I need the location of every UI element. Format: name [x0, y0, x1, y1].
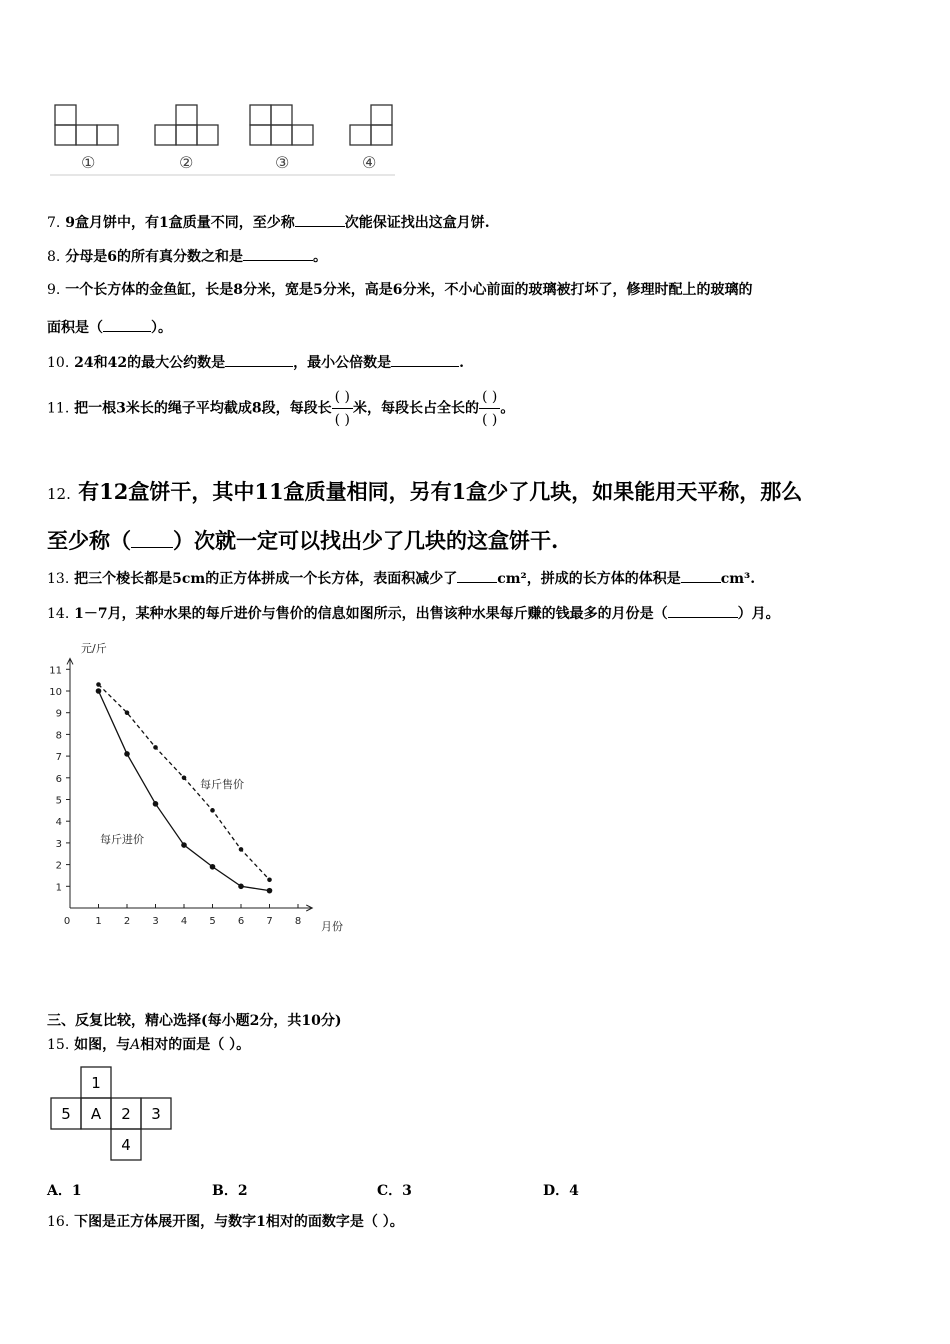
question-text: 有12盒饼干，其中11盒质量相同，另有1盒少了几块，如果能用天平称，那么 — [78, 479, 803, 504]
net-cell-3: 3 — [151, 1105, 161, 1123]
question-text: ）月。 — [737, 606, 780, 622]
y-tick-label: 3 — [55, 838, 62, 850]
section-title: 三、反复比较，精心选择(每小题2分，共10分) — [47, 1013, 342, 1029]
question-14 — [47, 603, 780, 623]
question-number: 14. — [47, 606, 70, 622]
question-text: 。 — [312, 249, 327, 265]
question-text: 米，每段长占全长的 — [353, 400, 479, 417]
question-number: 15. — [47, 1037, 70, 1053]
question-16 — [47, 1213, 404, 1231]
answer-blank[interactable] — [103, 317, 151, 332]
answer-blank[interactable] — [668, 603, 738, 618]
answer-blank[interactable] — [225, 352, 293, 367]
question-7 — [47, 212, 490, 232]
question-number: 7. — [47, 215, 61, 231]
figure-label-3: ③ — [275, 153, 290, 172]
unit: cm³ — [720, 571, 751, 587]
answer-blank[interactable] — [681, 568, 721, 583]
fraction-blank[interactable] — [332, 386, 353, 431]
choice-c[interactable]: C．3 — [377, 1183, 412, 1199]
cube-net-figure — [45, 1065, 180, 1163]
question-10 — [47, 352, 464, 372]
net-cell-2: 2 — [121, 1105, 131, 1123]
question-13 — [47, 568, 755, 588]
question-8 — [47, 246, 327, 266]
question-text: 至少称（ — [47, 528, 131, 553]
question-number: 16. — [47, 1214, 70, 1230]
chart-ticks — [49, 665, 301, 927]
question-text: 分母是6的所有真分数之和是 — [65, 249, 243, 265]
question-number: 13. — [47, 571, 70, 587]
question-9-line-2 — [47, 317, 172, 337]
top-figures — [45, 100, 400, 180]
x-tick-label: 0 — [63, 916, 71, 927]
question-text: 下图是正方体展开图，与数字1相对的面数字是（ ）。 — [74, 1214, 404, 1230]
question-number: 11. — [47, 400, 70, 417]
answer-blank[interactable] — [295, 212, 345, 227]
question-9 — [47, 281, 752, 299]
sell-price-point — [125, 710, 130, 715]
figure-label-4: ④ — [362, 153, 377, 172]
legend-cost-price: 每斤进价 — [100, 833, 144, 846]
cost-price-point — [210, 864, 216, 870]
sell-price-point — [267, 877, 272, 882]
legend-sell-price: 每斤售价 — [200, 778, 244, 791]
question-number: 8. — [47, 249, 61, 265]
question-number: 9. — [47, 282, 61, 298]
question-text: 把三个棱长都是5cm的正方体拼成一个长方体，表面积减少了 — [74, 571, 458, 587]
variable-a: A — [130, 1037, 141, 1053]
x-tick-label: 1 — [95, 916, 102, 927]
question-text: 。 — [500, 400, 515, 417]
sell-price-point — [239, 847, 244, 852]
x-tick-label: 7 — [266, 916, 273, 927]
denominator: ( ) — [334, 412, 350, 428]
chart-ylabel: 元/斤 — [81, 642, 107, 655]
question-text: 24和42的最大公约数是 — [74, 355, 226, 371]
x-tick-label: 2 — [123, 916, 131, 927]
x-tick-label: 5 — [209, 916, 216, 927]
answer-blank[interactable] — [131, 529, 173, 548]
net-cell-1: 1 — [91, 1074, 101, 1092]
choice-d[interactable]: D．4 — [543, 1183, 579, 1199]
y-tick-label: 6 — [55, 773, 62, 785]
question-number: 12. — [47, 485, 71, 503]
net-cell-5: 5 — [61, 1105, 71, 1123]
question-text: ，最小公倍数是 — [293, 355, 392, 371]
numerator: ( ) — [479, 386, 500, 409]
sell-price-point — [96, 682, 101, 687]
y-tick-label: 5 — [55, 795, 62, 807]
choice-b[interactable]: B．2 — [212, 1183, 248, 1199]
question-number: 10. — [47, 355, 70, 371]
y-tick-label: 1 — [55, 882, 62, 894]
question-text: 9盒月饼中，有1盒质量不同，至少称 — [65, 215, 295, 231]
y-tick-label: 11 — [49, 665, 62, 677]
y-tick-label: 8 — [55, 730, 62, 742]
y-tick-label: 10 — [49, 687, 62, 698]
net-cell-4: 4 — [121, 1136, 131, 1154]
y-tick-label: 9 — [55, 708, 62, 720]
x-tick-label: 8 — [294, 916, 302, 927]
question-11 — [47, 386, 514, 431]
question-text: ，拼成的长方体的体积是 — [526, 571, 681, 587]
question-15 — [47, 1036, 250, 1054]
x-tick-label: 6 — [237, 916, 245, 927]
question-text: 把一根3米长的绳子平均截成8段，每段长 — [74, 400, 332, 417]
cost-price-point — [181, 842, 187, 848]
cost-price-point — [124, 751, 130, 757]
question-text: ）。 — [151, 320, 172, 336]
answer-blank[interactable] — [391, 352, 459, 367]
net-cell-a: A — [90, 1105, 102, 1123]
cost-price-point — [238, 884, 244, 890]
fraction-blank[interactable] — [479, 386, 500, 431]
question-text: 面积是（ — [47, 320, 103, 336]
answer-blank[interactable] — [243, 246, 313, 261]
y-tick-label: 4 — [55, 817, 62, 829]
question-text: 一个长方体的金鱼缸，长是8分米，宽是5分米，高是6分米，不小心前面的玻璃被打坏了，修理时配上的玻璃的 — [65, 282, 753, 298]
unit: cm² — [497, 571, 527, 587]
question-text: . — [750, 571, 756, 587]
x-tick-label: 4 — [180, 916, 188, 927]
figure-label-1: ① — [81, 153, 96, 172]
question-text: . — [459, 355, 464, 371]
cost-price-point — [96, 688, 102, 694]
question-text: 1－7月，某种水果的每斤进价与售价的信息如图所示，出售该种水果每斤赚的钱最多的月份是（ — [74, 606, 668, 622]
answer-blank[interactable] — [457, 568, 497, 583]
question-12-line-2 — [47, 527, 558, 555]
y-tick-label: 2 — [55, 860, 62, 872]
sell-price-point — [153, 745, 158, 750]
chart-xlabel: 月份 — [321, 920, 343, 933]
question-text: 次能保证找出这盒月饼. — [344, 215, 490, 231]
chart-series — [96, 682, 273, 893]
price-line-chart — [45, 636, 350, 936]
choice-a[interactable]: A．1 — [47, 1183, 82, 1199]
cost-price-point — [153, 801, 159, 807]
sell-price-point — [210, 808, 215, 813]
question-12 — [47, 478, 802, 508]
question-text: ）次就一定可以找出少了几块的这盒饼干. — [173, 528, 559, 553]
cost-price-point — [267, 888, 273, 894]
y-tick-label: 7 — [55, 752, 62, 764]
sell-price-point — [182, 776, 187, 781]
question-text: 相对的面是（ ）。 — [140, 1037, 251, 1053]
x-tick-label: 3 — [152, 916, 159, 927]
figure-label-2: ② — [179, 153, 194, 172]
numerator: ( ) — [332, 386, 353, 409]
denominator: ( ) — [482, 412, 498, 428]
question-text: 如图，与 — [74, 1037, 131, 1053]
